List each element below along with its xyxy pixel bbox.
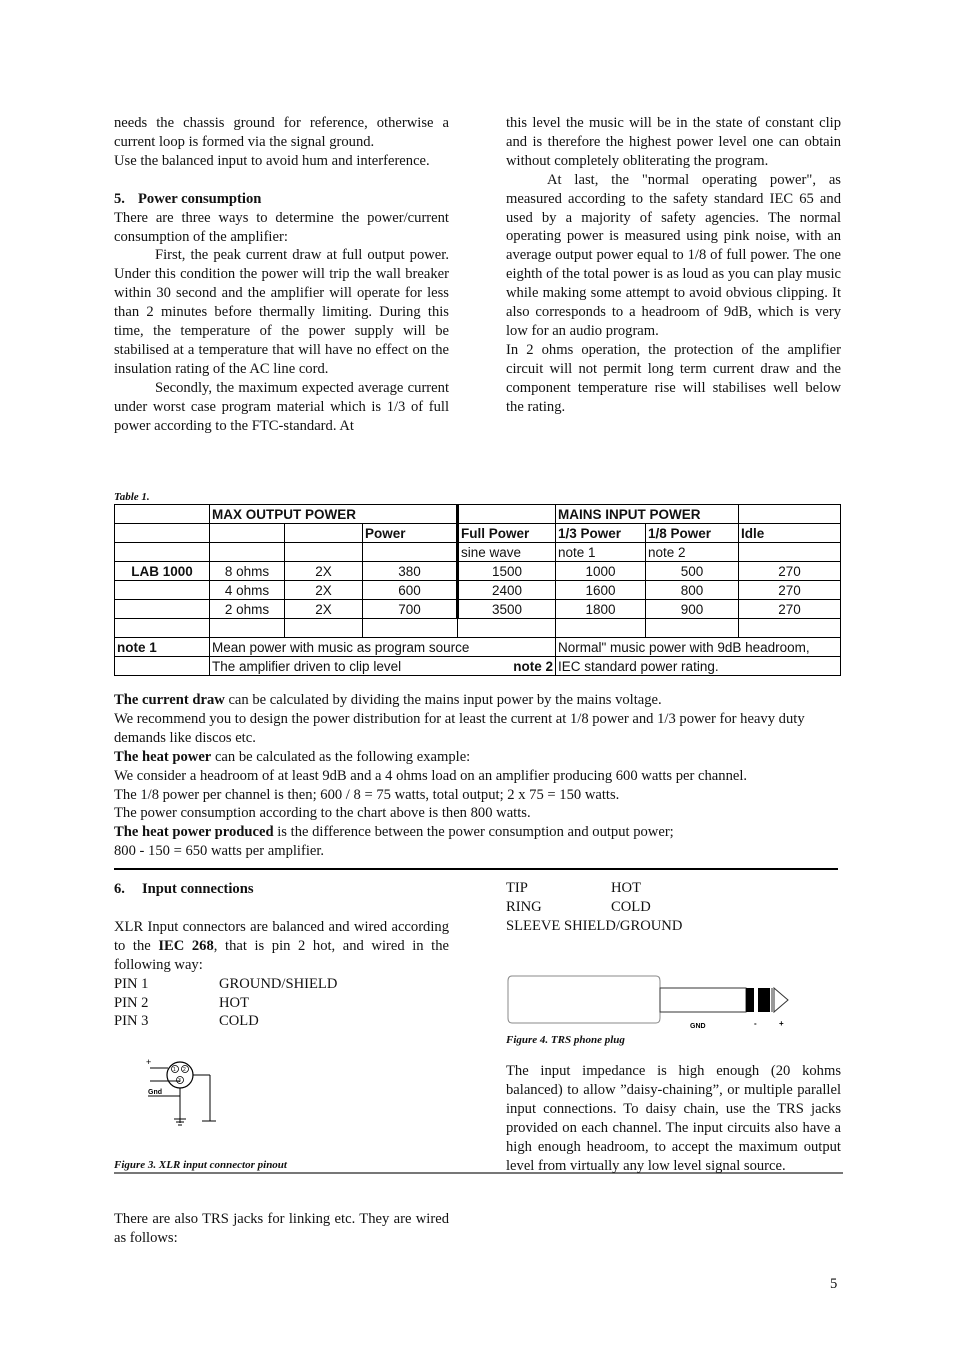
table-cell: LAB 1000: [115, 562, 210, 581]
paragraph: The 1/8 power per channel is then; 600 / 8 = 75 watts, total output; 2 x 75 = 150 watts.: [114, 786, 620, 803]
table-cell: 270: [739, 600, 841, 619]
trs-plus-label: +: [779, 1019, 784, 1028]
trs-label: SLEEVE: [506, 917, 561, 934]
table-cell: 500: [646, 562, 739, 581]
text: , that is pin 2 hot, and wired in the following way:: [114, 937, 449, 973]
xlr-pin1-label: 1: [173, 1067, 176, 1073]
text: can be calculated by dividing the mains input power by the mains voltage.: [224, 692, 662, 708]
trs-value: HOT: [611, 880, 641, 896]
table-cell: 2X: [285, 581, 363, 600]
bold-term: The heat power: [114, 748, 212, 765]
paragraph: We consider a headroom of at least 9dB and a 4 ohms load on an amplifier producing 600 watts per channel.: [114, 767, 748, 784]
trs-value: SHIELD/GROUND: [563, 917, 683, 934]
paragraph: Secondly, the maximum expected average current under worst case program material which is 1/3 of full power according to the FTC-standard. At: [114, 379, 449, 434]
table-cell: 1600: [556, 581, 646, 600]
trs-row: [506, 879, 841, 898]
table-cell: 2X: [285, 600, 363, 619]
table-cell: 800: [646, 581, 739, 600]
paragraph: needs the chassis ground for reference, otherwise a current loop is formed via the signal ground.: [114, 115, 449, 150]
pin-value: HOT: [219, 994, 249, 1011]
table-row: [115, 505, 841, 524]
bold-term: The current draw: [114, 692, 225, 708]
trs-label: TIP: [506, 880, 528, 896]
table-cell: The amplifier driven to clip level: [210, 657, 458, 676]
table-header: 1/8 Power: [646, 524, 739, 543]
section-number: 6.: [114, 881, 125, 897]
table-cell: 4 ohms: [210, 581, 285, 600]
paragraph: There are also TRS jacks for linking etc. They are wired as follows:: [114, 1211, 449, 1246]
table-caption: Table 1.: [114, 491, 150, 503]
table-cell: note 1: [556, 543, 646, 562]
table-header: Full Power: [458, 524, 556, 543]
pin-row: [114, 994, 449, 1013]
paragraph: Use the balanced input to avoid hum and interference.: [114, 152, 430, 169]
trs-intro: [114, 1210, 449, 1248]
table-row: [115, 619, 841, 638]
table-header: MAINS INPUT POWER: [556, 505, 739, 524]
bold-term: IEC 268: [158, 937, 214, 954]
trs-minus-label: -: [754, 1019, 757, 1028]
pin-row: [114, 975, 449, 994]
table-row: [115, 600, 841, 619]
paragraph: 800 - 150 = 650 watts per amplifier.: [114, 843, 325, 860]
table-cell: note 2: [458, 657, 556, 676]
table-row: [115, 562, 841, 581]
table-cell: note 1: [115, 638, 210, 657]
trs-gnd-label: GND: [690, 1023, 706, 1030]
power-table: [114, 504, 841, 676]
paragraph: In 2 ohms operation, the protection of the amplifier circuit will not permit long term current draw and the component temperature rise will stabilises well below the rating.: [506, 341, 841, 415]
column-right-top: [506, 114, 841, 417]
page-number: 5: [830, 1276, 838, 1292]
section-title: Input connections: [142, 881, 254, 897]
paragraph: The input impedance is high enough (20 kohms balanced) to allow ”daisy-chaining”, or multiple parallel input connections. To daisy chain, use the TRS jacks provided on each channel. The input circuits also have a high enough headroom, to accept the maximum output level from virtually any low level signal source.: [506, 1063, 841, 1174]
paragraph: There are three ways to determine the power/current consumption of the amplifier:: [114, 209, 449, 245]
pin-label: PIN 1: [114, 975, 149, 992]
table-cell: note 2: [646, 543, 739, 562]
table-cell: 1800: [556, 600, 646, 619]
table-cell: 700: [363, 600, 458, 619]
paragraph: The power consumption according to the chart above is then 800 watts.: [114, 805, 531, 822]
table-cell: 8 ohms: [210, 562, 285, 581]
trs-row: [506, 898, 841, 917]
bold-term: The heat power produced: [114, 824, 274, 841]
table-row: [115, 657, 841, 676]
section-heading-power: [114, 190, 449, 209]
table-cell: 1000: [556, 562, 646, 581]
column-left-bottom: [114, 880, 449, 1031]
trs-plug-figure: [506, 972, 796, 1030]
table-cell: IEC standard power rating.: [556, 657, 841, 676]
paragraph: We recommend you to design the power distribution for at least the current at 1/8 power and 1/3 power for heavy duty demands like discos etc.: [114, 710, 805, 746]
table-cell: 600: [363, 581, 458, 600]
paragraph: First, the peak current draw at full output power. Under this condition the power will trip the wall breaker within 30 second and the amplifier will operate for less than 2 minutes before thermally limiting. During this time, the temperature of the power supply will be stabilised at a temperature that will have no effect on the insulation rating of the AC line cord.: [114, 247, 449, 377]
pin-label: PIN 3: [114, 1013, 149, 1030]
table-cell: sine wave: [458, 543, 556, 562]
text: XLR Input connectors are balanced and wired according to the: [114, 918, 449, 954]
table-cell: 270: [739, 581, 841, 600]
text: can be calculated as the following example:: [211, 748, 471, 765]
table-cell: 270: [739, 562, 841, 581]
table-header: 1/3 Power: [556, 524, 646, 543]
pin-row: [114, 1012, 449, 1031]
table-row: [115, 581, 841, 600]
pin-value: GROUND/SHIELD: [219, 975, 338, 992]
figure-4-caption: Figure 4. TRS phone plug: [506, 1034, 625, 1046]
paragraph: At last, the "normal operating power", as measured according to the safety standard IEC 65 and used by a majority of safety agencies. The normal operating power is measured using pink noise, with an average output power equal to 1/8 of full power. The one eighth of the total power is as loud as you can play music while making some attempt to avoid obvious clipping. It also corresponds to a headroom of 9dB, which is very low for an audio program.: [506, 171, 841, 339]
pin-label: PIN 2: [114, 994, 149, 1011]
section-title: Power consumption: [138, 190, 262, 207]
column-right-bottom: [506, 879, 841, 936]
table-header: Idle: [739, 524, 841, 543]
table-row: [115, 524, 841, 543]
pin-value: COLD: [219, 1013, 259, 1030]
trs-label: RING: [506, 898, 542, 915]
trs-value: COLD: [611, 898, 651, 915]
column-left-top: [114, 114, 449, 436]
paragraph: this level the music will be in the state of constant clip and is therefore the highest power level one can obtain without completely obliterating the program.: [506, 115, 841, 169]
table-cell: Mean power with music as program source: [210, 638, 556, 657]
table-cell: 2400: [458, 581, 556, 600]
table-row: [115, 638, 841, 657]
text: is the difference between the power consumption and output power;: [273, 824, 674, 841]
table-cell: 900: [646, 600, 739, 619]
impedance-text: [506, 1062, 841, 1175]
table-cell: 2 ohms: [210, 600, 285, 619]
section-heading-input: [114, 880, 449, 899]
section-number: 5.: [114, 190, 125, 207]
table-cell: 380: [363, 562, 458, 581]
table-cell: 2X: [285, 562, 363, 581]
figure-3-caption: Figure 3. XLR input connector pinout: [114, 1159, 287, 1171]
table-cell: 3500: [458, 600, 556, 619]
table-row: [115, 543, 841, 562]
xlr-pin3-label: 3: [178, 1078, 181, 1084]
table-header: Power: [363, 524, 458, 543]
table-header: MAX OUTPUT POWER: [210, 505, 458, 524]
table-cell: 1500: [458, 562, 556, 581]
xlr-pin2-label: 2: [183, 1067, 186, 1073]
xlr-gnd-label: Gnd: [148, 1089, 162, 1096]
table-cell: Normal" music power with 9dB headroom,: [556, 638, 841, 657]
divider: [114, 868, 838, 870]
paragraph: [114, 918, 449, 975]
heat-power-text: [114, 691, 840, 861]
trs-row: [506, 917, 841, 936]
xlr-connector-figure: [140, 1055, 230, 1130]
xlr-plus-label: +: [146, 1057, 152, 1067]
